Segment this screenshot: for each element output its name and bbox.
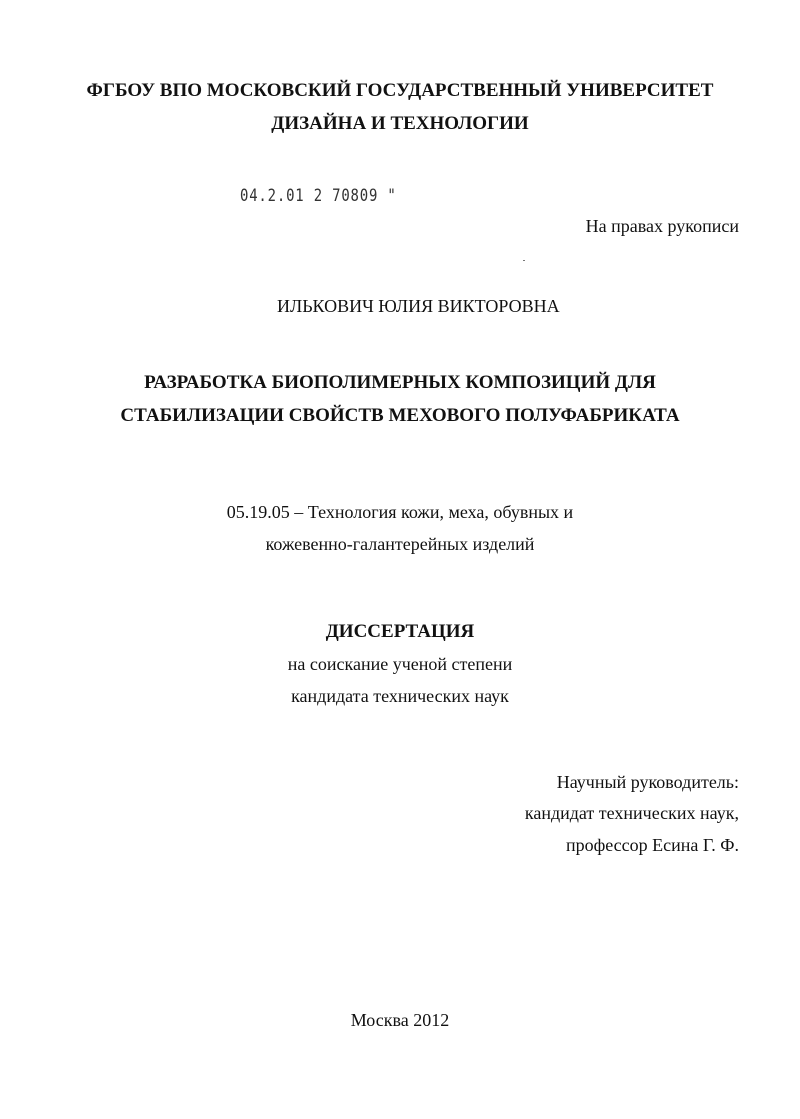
scan-speck — [523, 260, 525, 261]
institution-line-2: ДИЗАЙНА И ТЕХНОЛОГИИ — [271, 113, 529, 134]
title-line-2: СТАБИЛИЗАЦИИ СВОЙСТВ МЕХОВОГО ПОЛУФАБРИКАТА — [120, 405, 680, 426]
author-name: ИЛЬКОВИЧ ЮЛИЯ ВИКТОРОВНА — [277, 296, 560, 316]
specialty-line-2: кожевенно-галантерейных изделий — [265, 534, 535, 554]
place-and-year: Москва 2012 — [350, 1010, 450, 1030]
registration-stamp: 04.2.01 2 70809 " — [240, 186, 397, 206]
supervisor-degree: кандидат технических наук, — [524, 803, 739, 823]
work-type-heading: ДИССЕРТАЦИЯ — [325, 621, 475, 642]
institution-line-1: ФГБОУ ВПО МОСКОВСКИЙ ГОСУДАРСТВЕННЫЙ УНИВЕРСИТЕТ — [86, 80, 714, 101]
specialty-line-1: 05.19.05 – Технология кожи, меха, обувных и — [226, 502, 574, 522]
work-type-line-2: кандидата технических наук — [291, 686, 509, 706]
title-line-1: РАЗРАБОТКА БИОПОЛИМЕРНЫХ КОМПОЗИЦИЙ ДЛЯ — [144, 372, 656, 393]
manuscript-note: На правах рукописи — [585, 216, 739, 236]
supervisor-name: профессор Есина Г. Ф. — [565, 835, 739, 855]
supervisor-label: Научный руководитель: — [556, 772, 739, 792]
work-type-line-1: на соискание ученой степени — [287, 654, 513, 674]
